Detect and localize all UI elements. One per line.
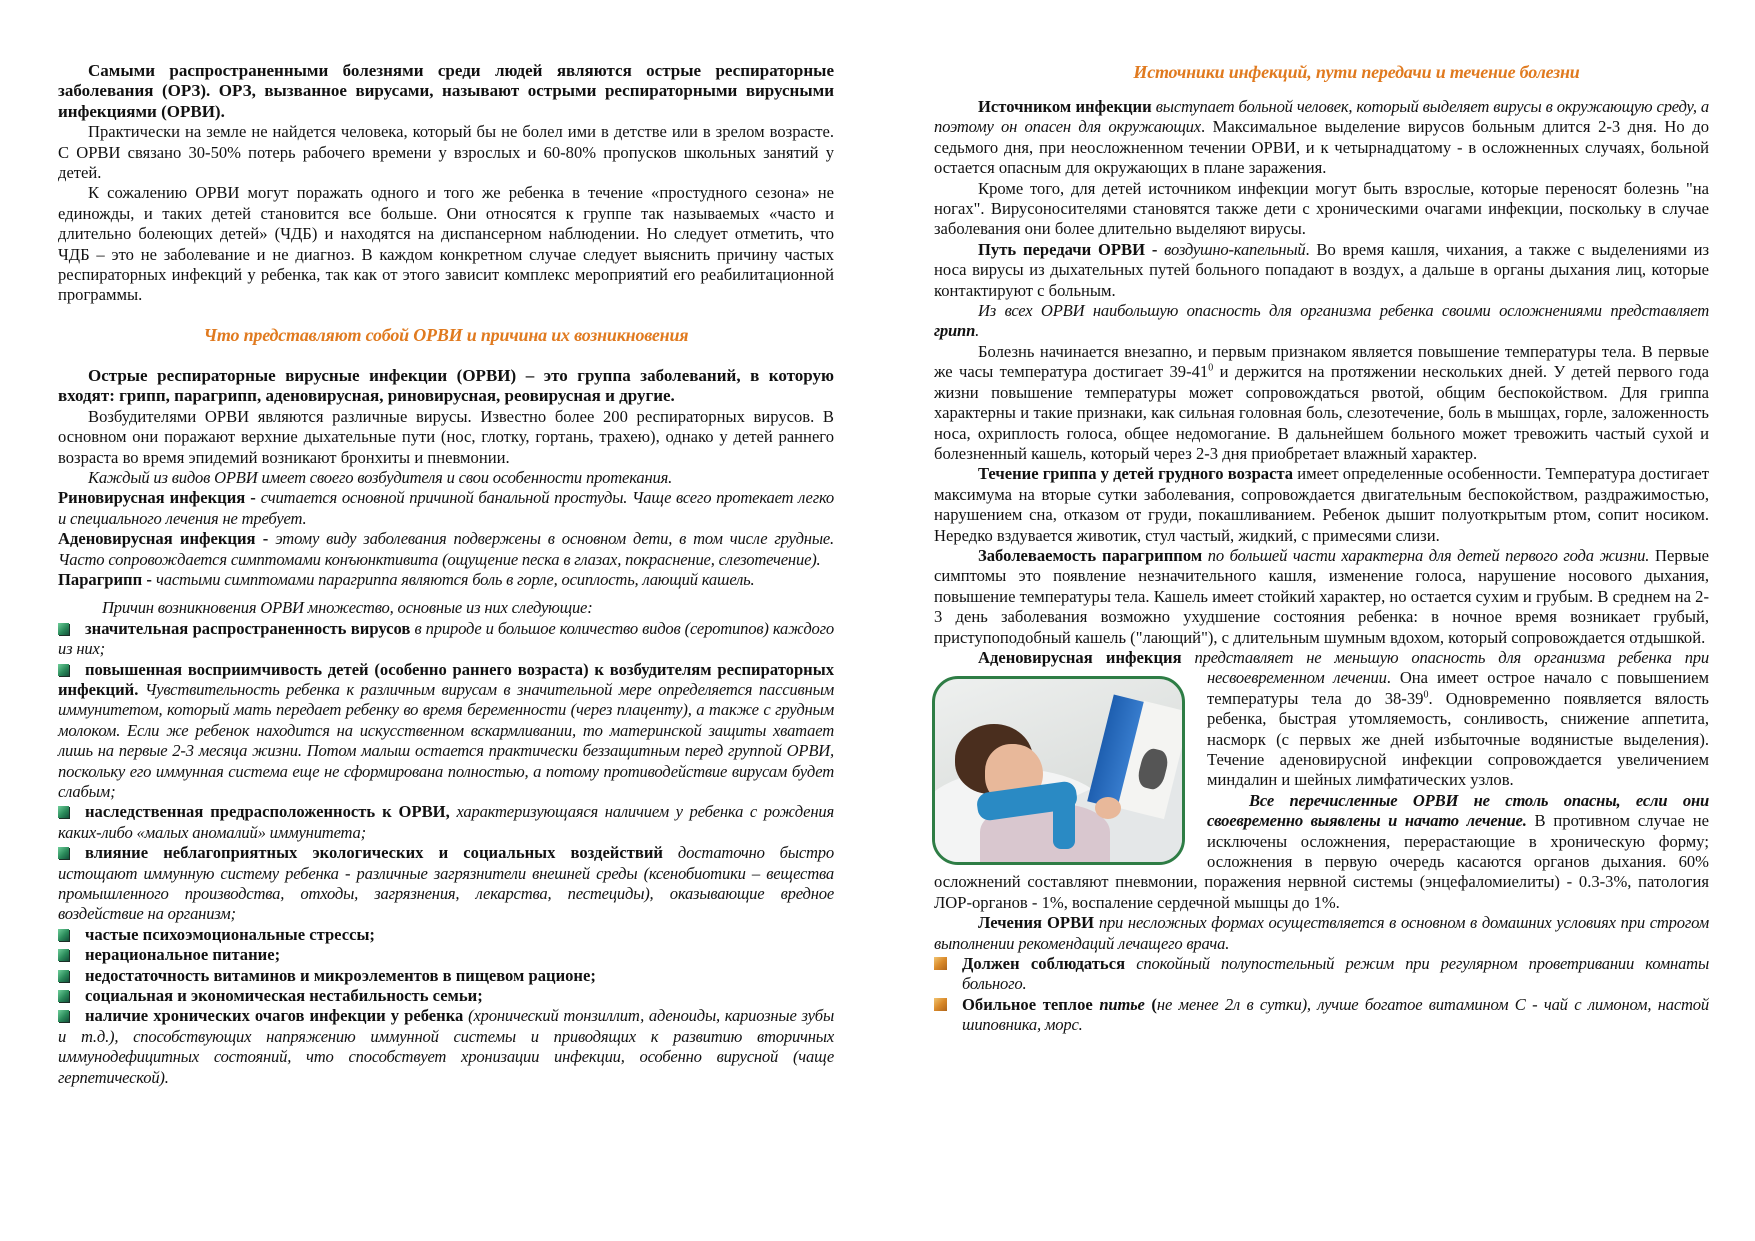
virus-type-term: Аденовирусная инфекция -: [58, 529, 276, 549]
treatment-item: [934, 995, 1709, 1036]
degree-mark: 0: [1208, 362, 1214, 374]
term: грипп: [934, 321, 976, 341]
cause-text: характеризующаяся наличием у ребенка с рождения каких-либо «малых аномалий» иммунитета;: [58, 802, 834, 842]
adeno-heading-line: [934, 648, 1709, 791]
italic-text: при несложных формах осуществляется в основном в домашних условиях при строгом выполнении рекомендаций лечащего врача.: [934, 913, 1709, 953]
infant-flu-paragraph: [934, 464, 1709, 546]
virus-type-desc: этому виду заболевания подвержены в основном дети, в том числе грудные. Часто сопровождается симптомами конъюнктивита (ощущение песка в глазах, покраснение, слезотечение).: [58, 529, 834, 569]
orange-bullet-icon: [934, 998, 947, 1011]
bold-italic-text: питье: [1099, 994, 1145, 1014]
cause-bold: влияние неблагоприятных экологических и социальных воздействий: [85, 843, 663, 863]
italic-text: по большей части характерна для детей первого года жизни.: [1202, 545, 1650, 565]
virus-type-item: [58, 570, 834, 590]
text: .: [975, 321, 980, 341]
cause-item: [58, 986, 834, 1006]
bold-italic-text: Все перечисленные ОРВИ не столь опасны, если они своевременно выявлены и начато лечение.: [1207, 790, 1709, 831]
virus-type-item: [58, 529, 834, 570]
green-bullet-icon: [58, 970, 69, 982]
green-bullet-icon: [58, 623, 69, 635]
paragraph: Кроме того, для детей источником инфекции могут быть взрослые, которые переносят болезнь "на ногах". Вирусоносителями становятся также дети с хроническими очагами инфекции, поскольку в случае заболевания они более длительно выделяют вирусы.: [934, 178, 1709, 239]
flu-onset-paragraph: [934, 342, 1709, 464]
text: имеет определенные особенности. Температура достигает максимума на вторые сутки заболевания, сопровождается двигательным беспокойством, раздражимостью, нарушением сна, отказом от груди, покашливанием. Ребенок дышит полуоткрытым ртом, сопит носиком. Нередко вздувается животик, стул частый, жидкий, с примесями слизи.: [934, 464, 1709, 545]
term: Должен соблюдаться: [962, 954, 1126, 974]
text: Болезнь начинается внезапно, и первым признаком является повышение температуры тела. В первые же часы температура достигает 39-41: [934, 341, 1709, 382]
green-bullet-icon: [58, 664, 69, 676]
transmission-paragraph: [934, 240, 1709, 301]
cause-bold: недостаточность витаминов и микроэлементов в пищевом рационе;: [85, 965, 596, 985]
cause-item: [58, 925, 834, 945]
term: Источником инфекции: [978, 97, 1152, 116]
virus-type-desc: частыми симптомами парагриппа являются боль в горле, осиплость, лающий кашель.: [156, 569, 755, 589]
section-heading: Что представляют собой ОРВИ и причина их возникновения: [203, 324, 689, 345]
cause-item: [58, 802, 834, 843]
cause-bold: частые психоэмоциональные стрессы;: [85, 924, 375, 944]
term: Лечения ОРВИ: [978, 913, 1095, 933]
term: Обильное теплое: [962, 994, 1100, 1014]
paragraph: Практически на земле не найдется человека, который бы не болел ими в детстве или в зрелом возрасте. С ОРВИ связано 30-50% потерь рабочего времени у взрослых и 60-80% пропусков школьных занятий у детей.: [58, 122, 834, 183]
cause-text: в природе и большое количество видов (серотипов) каждого из них;: [58, 618, 834, 659]
definition-paragraph: Острые респираторные вирусные инфекции (ОРВИ) – это группа заболеваний, в которую входят: грипп, парагрипп, аденовирусная, риновирусная, реовирусная и другие.: [58, 365, 834, 406]
cause-item: [58, 660, 834, 803]
infection-source-paragraph: [934, 97, 1709, 179]
paragraph: Каждый из видов ОРВИ имеет своего возбудителя и свои особенности протекания.: [88, 467, 673, 487]
left-column: [58, 61, 834, 1088]
term: Заболеваемость парагриппом: [978, 545, 1203, 565]
text: (: [1144, 994, 1157, 1014]
virus-type-term: Риновирусная инфекция -: [58, 488, 261, 508]
cause-bold: наследственная предрасположенность к ОРВИ,: [85, 802, 450, 822]
green-bullet-icon: [58, 929, 69, 941]
paragraph: К сожалению ОРВИ могут поражать одного и того же ребенка в течение «простудного сезона» не единожды, и таких детей становится все больше. Они относятся к группе так называемых «часто и длительно болеющих детей» (ЧДБ) и находятся на диспансерном наблюдении. Но следует отметить, что ЧДБ – это не заболевание и не диагноз. В каждом конкретном случае следует выяснить причину частых респираторных инфекций у ребенка, так как от этого зависит комплекс мероприятий его реабилитационной программы.: [58, 183, 834, 305]
degree-mark: 0: [1423, 689, 1429, 701]
cause-text: (хронический тонзиллит, аденоиды, кариозные зубы и т.д.), способствующих напряжению иммунной системы и приводящих к развитию вторичных иммунодефицитных состояний, что способствует хронизации инфекции, особенно вирусной (чаще герпетической).: [58, 1006, 834, 1087]
green-bullet-icon: [58, 1010, 69, 1022]
italic-text: воздушно-капельный: [1164, 239, 1306, 259]
right-column: [934, 61, 1709, 1036]
paragraph: Возбудителями ОРВИ являются различные вирусы. Известно более 200 респираторных вирусов. В основном они поражают верхние дыхательные пути (нос, глотку, гортань, трахею), однако у детей раннего возраста во время эпидемий возникают бронхиты и пневмонии.: [58, 406, 834, 467]
text: и держится на протяжении нескольких дней. У детей первого года жизни повышение температуры может сопровождаться рвотой, общим беспокойством. Для гриппа характерны и такие признаки, как сильная головная боль, слезотечение, боль в мышцах, горле, заложенность носа, охриплость голоса, общее недомогание. В дальнейшем больного может тревожить частый сухой и болезненный кашель, который через 2-3 дня приобретает влажный характер.: [934, 362, 1709, 463]
orange-bullet-icon: [934, 957, 947, 970]
cause-item: [58, 966, 834, 986]
text: В противном случае не исключены осложнения, перерастающие в хроническую форму; осложнения в первую очередь касаются органов дыхания. 60% осложнений составляют пневмонии, поражения нервной системы (энцефаломиелиты) - 0.3-3%, патология ЛОР-органов - 1%, воспаление сердечной мышцы до 1%.: [934, 811, 1709, 912]
green-bullet-icon: [58, 806, 69, 818]
intro-paragraph: Самыми распространенными болезнями среди людей являются острые респираторные заболевания (ОРЗ). ОРЗ, вызванное вирусами, называют острыми респираторными вирусными инфекциями (ОРВИ).: [58, 61, 834, 121]
cause-item: [58, 619, 834, 660]
italic-text: не менее 2л в сутки), лучше богатое витамином С - чай с лимоном, настой шиповника, морс.: [962, 994, 1709, 1035]
term: Аденовирусная инфекция: [978, 647, 1182, 667]
cause-bold: социальная и экономическая нестабильность семьи;: [85, 986, 483, 1006]
cause-bold: наличие хронических очагов инфекции у ребенка: [85, 1006, 464, 1026]
term: Путь передачи ОРВИ -: [978, 239, 1165, 259]
virus-type-item: [58, 488, 834, 529]
italic-text: представляет не меньшую опасность для организма ребенка при несвоевременном лечении: [1181, 647, 1709, 688]
virus-type-desc: считается основной причиной банальной простуды. Чаще всего протекает легко и специального лечения не требует.: [58, 488, 834, 528]
child-reading-photo: [932, 676, 1185, 865]
cause-text: Чувствительность ребенка к различным вирусам в значительной мере определяется пассивным иммунитетом, который мать передает ребенку во время беременности (через плаценту), а также с грудным молоком. Если же ребенок находится на искусственном вскармливании, то материнской защиты хватает лишь на первые 2-3 месяца жизни. Потом малыш остается практически беззащитным перед группой ОРВИ, поскольку его иммунная система еще не сформирована полностью, а потому противодействие вирусам будет слабым;: [58, 679, 834, 801]
cause-bold: повышенная восприимчивость детей (особенно раннего возраста) к возбудителям респираторных инфекций.: [58, 659, 834, 699]
cause-bold: значительная распространенность вирусов: [85, 618, 411, 638]
parainfluenza-paragraph: [934, 546, 1709, 648]
cause-item: [58, 1006, 834, 1088]
italic-text: выступает больной человек, который выделяет вирусы в окружающую среду, а поэтому он опасен для окружающих: [934, 97, 1709, 137]
cause-bold: нерациональное питание;: [85, 945, 281, 965]
cause-item: [58, 843, 834, 925]
green-bullet-icon: [58, 847, 69, 859]
italic-text: Из всех ОРВИ наибольшую опасность для организма ребенка своими осложнениями представляет: [978, 301, 1709, 321]
text: . Максимальное выделение вирусов больным длится 2-3 дня. Но до седьмого дня, при неосложненном течении ОРВИ, и к четырнадцатому - в осложненных случаях, больной остается опасным для окружающих в плане заражения.: [934, 117, 1710, 178]
cause-text: достаточно быстро истощают иммунную систему ребенка - различные загрязнители внешней среды (ксенобиотики – вещества промышленного производства, отходы, загрязнения, лекарства, пестециды), оказывающие вредное воздействие на организм;: [58, 843, 834, 924]
section-heading: Источники инфекций, пути передачи и течение болезни: [1133, 62, 1580, 82]
treatment-paragraph: [934, 913, 1709, 954]
text: . Во время кашля, чихания, а также с выделениями из носа вирусы из дыхательных путей больного попадают в воздух, а дальше в органы дыхания лиц, которые контактируют с больным.: [934, 239, 1710, 300]
text: Первые симптомы это появление незначительного кашля, изменение голоса, нарушение носового дыхания, повышение температуры тела. Кашель имеет стойкий характер, но остается сухим и грубым. В среднем на 2-3 день заболевания возможно ухудшение состояния ребенка: в ночное время возникает грубый, приступоподобный кашель ("лающий"), с длительным шумным вдохом, который сопровождается отдышкой.: [934, 545, 1709, 647]
text: . Одновременно появляется вялость ребенка, быстрая утомляемость, сонливость, снижение аппетита, насморк (с первых же дней избыточные водянистые выделения). Течение аденовирусной инфекции сопровождается увеличением миндалин и шейных лимфатических узлов.: [1207, 688, 1709, 790]
italic-text: спокойный полупостельный режим при регулярном проветривании комнаты больного.: [962, 954, 1709, 994]
virus-type-term: Парагрипп -: [58, 569, 156, 589]
flu-danger-paragraph: [934, 301, 1709, 342]
green-bullet-icon: [58, 990, 69, 1002]
causes-intro: Причин возникновения ОРВИ множество, основные из них следующие:: [102, 598, 593, 618]
text: . Она имеет острое начало с повышением температуры тела до 38-39: [1207, 668, 1710, 708]
term: Течение гриппа у детей грудного возраста: [978, 464, 1294, 484]
treatment-item: [934, 954, 1709, 995]
cause-item: [58, 945, 834, 965]
green-bullet-icon: [58, 949, 69, 961]
